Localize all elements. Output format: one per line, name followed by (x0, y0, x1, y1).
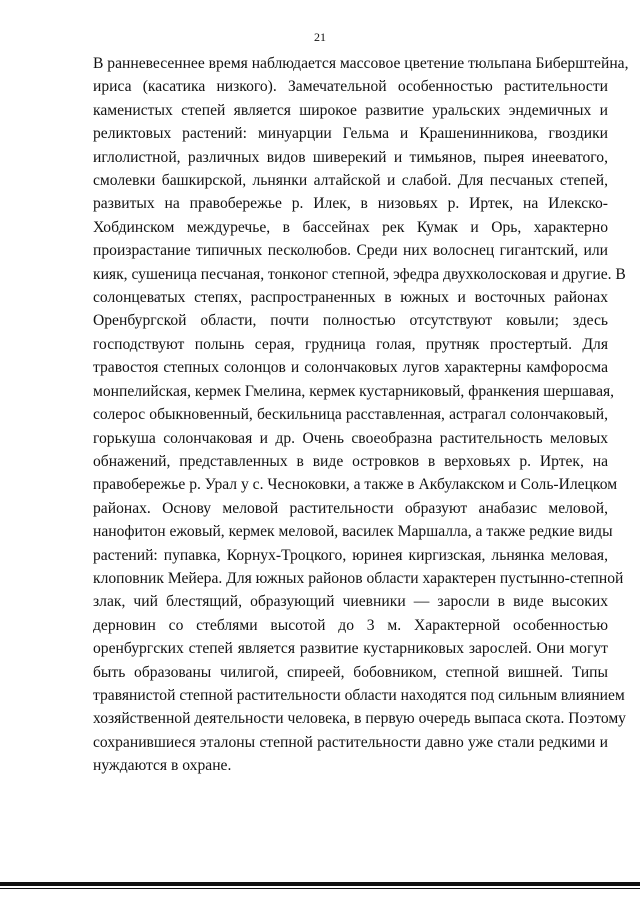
text-line: Хобдинском междуречье, в бассейнах рек Кумак и Орь, характерно (93, 218, 608, 236)
text-line: травянистой степной растительности области находятся под сильным влиянием (93, 686, 625, 704)
body-paragraph (93, 52, 629, 778)
text-line: монпелийская, кермек Гмелина, кермек кустарниковый, франкения шершавая, (93, 382, 615, 400)
text-line: злак, чий блестящий, образующий чиевники — заросли в виде высоких (93, 593, 608, 611)
text-line: каменистых степей является широкое развитие уральских эндемичных и (93, 101, 608, 119)
footer-rule-thin (0, 888, 640, 889)
text-line: Оренбургской области, почти полностью отсутствуют ковыли; здесь (93, 312, 608, 330)
text-line: солонцеватых степях, распространенных в южных и восточных районах (93, 289, 608, 307)
text-line: произрастание типичных песколюбов. Среди них волоснец гигантский, или (93, 242, 608, 260)
text-line: солерос обыкновенный, бескильница расставленная, астрагал солончаковый, (93, 406, 608, 424)
text-line: ириса (касатика низкого). Замечательной особенностью растительности (93, 78, 608, 96)
text-line: быть образованы чилигой, спиреей, бобовником, степной вишней. Типы (93, 663, 608, 681)
text-line: реликтовых растений: минуарции Гельма и Крашенинникова, гвоздики (93, 125, 608, 143)
text-line: клоповник Мейера. Для южных районов области характерен пустынно-степной (93, 569, 624, 587)
page-number: 21 (314, 30, 326, 44)
text-line: районах. Основу меловой растительности образуют анабазис меловой, (93, 499, 608, 517)
text-line: оренбургских степей является развитие кустарниковых зарослей. Они могут (93, 640, 608, 658)
text-line: хозяйственной деятельности человека, в первую очередь выпаса скота. Поэтому (93, 710, 626, 728)
text-line: горькуша солончаковая и др. Очень своеобразна растительность меловых (93, 429, 608, 447)
text-line: обнажений, представленных в виде островков в верховьях р. Иртек, на (93, 452, 608, 470)
text-line: господствуют полынь серая, грудница голая, прутняк простертый. Для (93, 335, 608, 353)
text-line: растений: пупавка, Корнух-Троцкого, юринея киргизская, льнянка меловая, (93, 546, 608, 564)
text-line: смолевки башкирской, льнянки алтайской и слабой. Для песчаных степей, (93, 172, 608, 190)
text-line: В ранневесеннее время наблюдается массовое цветение тюльпана Биберштейна, (93, 55, 629, 72)
text-line: кияк, сушеница песчаная, тонконог степной, эфедра двухколосковая и другие. В (93, 265, 626, 283)
text-line: развитых на правобережье р. Илек, в низовьях р. Иртек, на Илекско- (93, 195, 608, 213)
text-line: сохранившиеся эталоны степной растительности давно уже стали редкими и (93, 733, 608, 751)
text-line: правобережье р. Урал у с. Чесноковки, а также в Акбулакском и Соль-Илецком (93, 476, 618, 494)
footer-rule-thick (0, 882, 640, 886)
text-line: нуждаются в охране. (93, 757, 232, 775)
text-line: нанофитон ежовый, кермек меловой, василек Маршалла, а также редкие виды (93, 523, 613, 541)
text-line: иглолистной, различных видов шиверекий и тимьянов, пырея инееватого, (93, 148, 608, 166)
text-line: дерновин со стеблями высотой до 3 м. Характерной особенностью (93, 616, 608, 634)
text-line: травостоя степных солонцов и солончаковых лугов характерны камфоросма (93, 359, 608, 377)
